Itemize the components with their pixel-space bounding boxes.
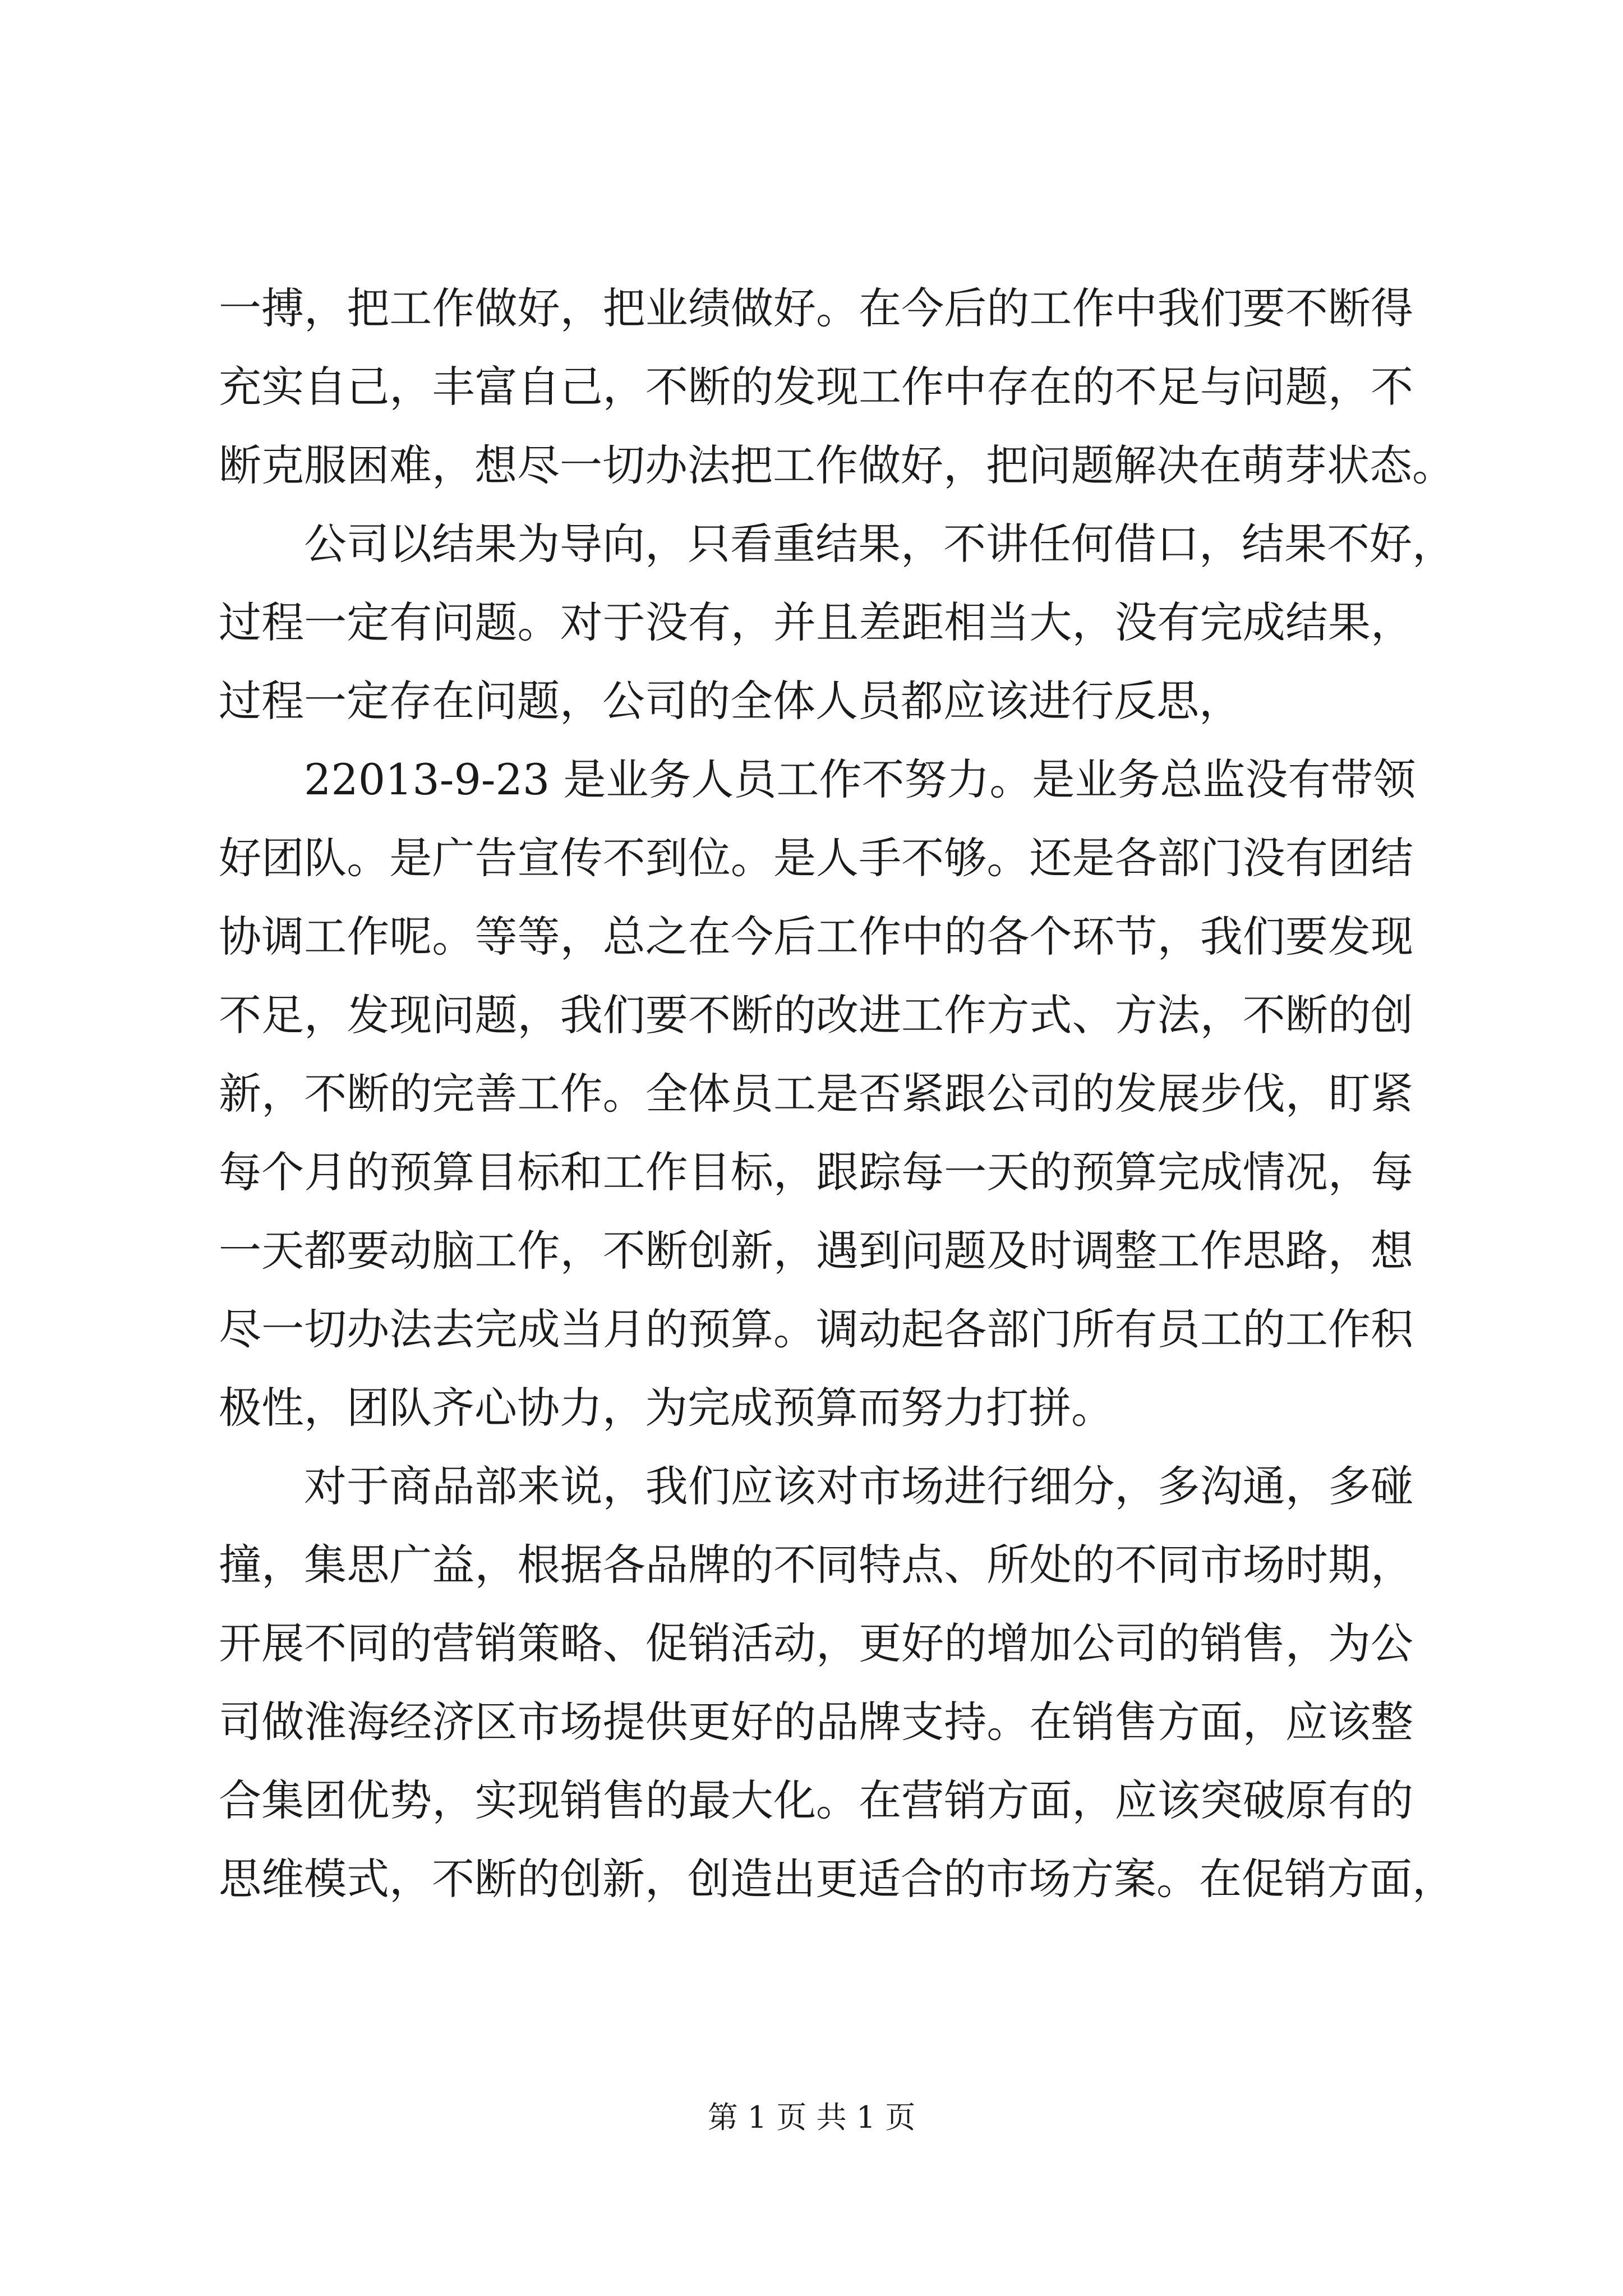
text-line: 不足，发现问题，我们要不断的改进工作方式、方法，不断的创 bbox=[219, 990, 1413, 1040]
text-line: 一天都要动脑工作，不断创新，遇到问题及时调整工作思路，想 bbox=[219, 1226, 1413, 1276]
paragraph-1 bbox=[219, 269, 1455, 505]
text-line: 开展不同的营销策略、促销活动，更好的增加公司的销售，为公 bbox=[219, 1618, 1413, 1668]
text-line: 思维模式，不断的创新，创造出更适合的市场方案。在促销方面， bbox=[219, 1854, 1455, 1904]
text-line: 撞，集思广益，根据各品牌的不同特点、所处的不同市场时期， bbox=[219, 1540, 1413, 1590]
page-footer: 第 1 页 共 1 页 bbox=[707, 2100, 916, 2135]
text-line: 过程一定存在问题，公司的全体人员都应该进行反思， bbox=[219, 676, 1242, 726]
text-line: 协调工作呢。等等，总之在今后工作中的各个环节，我们要发现 bbox=[219, 912, 1413, 961]
text-line: 公司以结果为导向，只看重结果，不讲任何借口，结果不好， bbox=[304, 519, 1455, 569]
document-body bbox=[219, 269, 1455, 1918]
text-line: 每个月的预算目标和工作目标，跟踪每一天的预算完成情况，每 bbox=[219, 1147, 1413, 1197]
text-line: 尽一切办法去完成当月的预算。调动起各部门所有员工的工作积 bbox=[219, 1304, 1413, 1354]
paragraph-2 bbox=[219, 505, 1455, 740]
text-line: 充实自己，丰富自己，不断的发现工作中存在的不足与问题，不 bbox=[219, 362, 1413, 412]
text-line: 断克服困难，想尽一切办法把工作做好，把问题解决在萌芽状态。 bbox=[219, 440, 1455, 490]
text-line: 一搏，把工作做好，把业绩做好。在今后的工作中我们要不断得 bbox=[219, 283, 1413, 333]
text-line: 对于商品部来说，我们应该对市场进行细分，多沟通，多碰 bbox=[304, 1461, 1413, 1511]
paragraph-4 bbox=[219, 1447, 1455, 1918]
text-line: 过程一定有问题。对于没有，并且差距相当大，没有完成结果， bbox=[219, 597, 1413, 647]
paragraph-3 bbox=[219, 740, 1416, 1447]
text-line: 好团队。是广告宣传不到位。是人手不够。还是各部门没有团结 bbox=[219, 833, 1413, 883]
text-line: 司做淮海经济区市场提供更好的品牌支持。在销售方面，应该整 bbox=[219, 1697, 1413, 1747]
text-line: 22013-9-23 是业务人员工作不努力。是业务总监没有带领 bbox=[304, 754, 1416, 804]
text-line: 合集团优势，实现销售的最大化。在营销方面，应该突破原有的 bbox=[219, 1775, 1413, 1825]
text-line: 极性，团队齐心协力，为完成预算而努力打拼。 bbox=[219, 1383, 1114, 1433]
text-line: 新，不断的完善工作。全体员工是否紧跟公司的发展步伐，盯紧 bbox=[219, 1069, 1413, 1119]
